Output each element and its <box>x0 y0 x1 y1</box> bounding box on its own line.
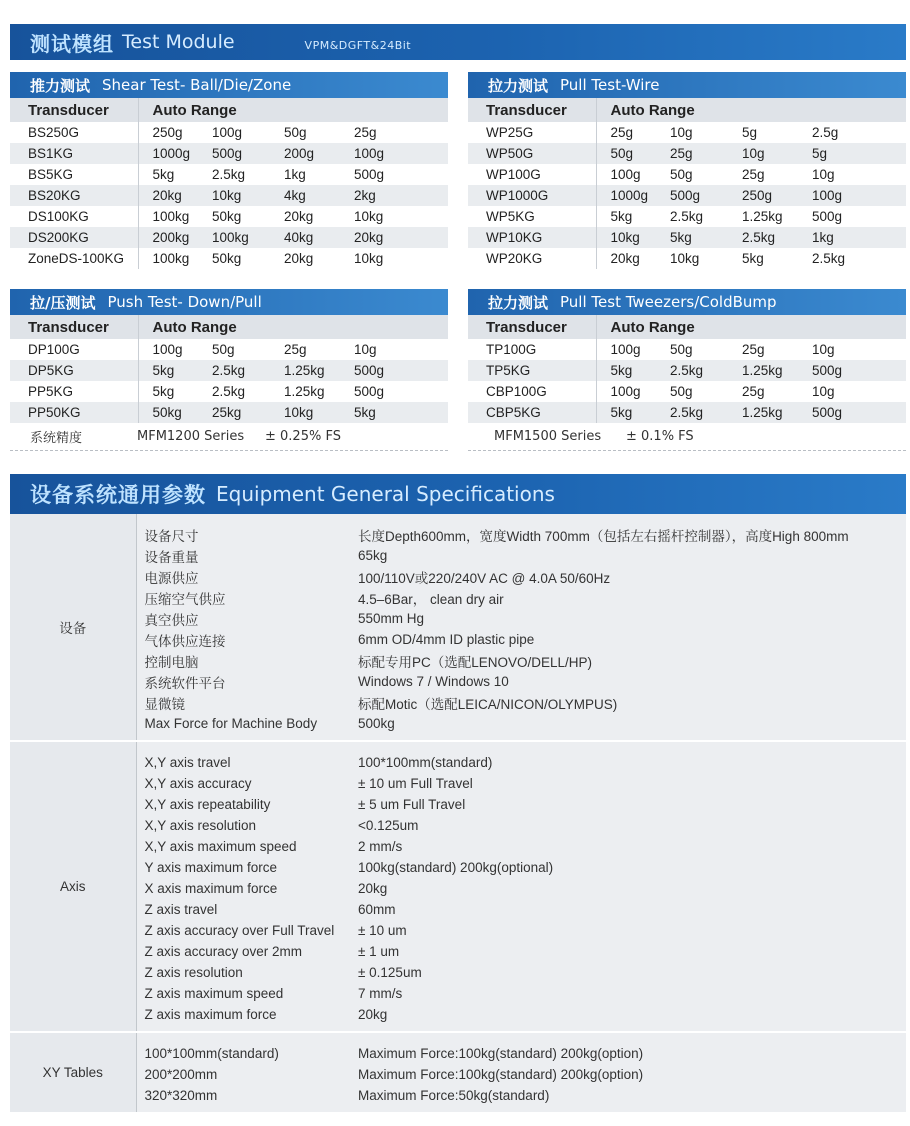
table-header-row <box>468 315 906 339</box>
transducer-header: Transducer <box>10 98 138 122</box>
pull-tweezers-title-cn: 拉力测试 <box>488 293 549 312</box>
spec-value: 65kg <box>358 545 906 566</box>
spec-category: Axis <box>10 742 136 1031</box>
transducer-cell: DP100G <box>10 339 138 360</box>
equipment-title-cn: 设备系统通用参数 <box>30 483 206 507</box>
range-cell: 5kg <box>354 402 448 423</box>
range-cell: 2.5kg <box>670 402 742 423</box>
transducer-cell: ZoneDS-100KG <box>10 248 138 269</box>
pull-tweezers-panel <box>468 289 906 451</box>
range-cell: 20kg <box>284 206 354 227</box>
table-row <box>468 360 906 381</box>
range-cell: 5kg <box>742 248 812 269</box>
transducer-cell: TP100G <box>468 339 596 360</box>
spec-row <box>10 629 906 650</box>
spec-value: <0.125um <box>358 815 906 836</box>
spec-value: 550mm Hg <box>358 608 906 629</box>
table-row <box>10 381 448 402</box>
pull-wire-panel <box>468 72 906 269</box>
transducer-cell: WP5KG <box>468 206 596 227</box>
table-header-row <box>10 98 448 122</box>
range-cell: 50kg <box>212 248 284 269</box>
range-cell: 100g <box>596 381 670 402</box>
auto-range-header: Auto Range <box>138 98 448 122</box>
precision-series: MFM1200 Series <box>137 429 245 444</box>
auto-range-header: Auto Range <box>596 98 906 122</box>
spec-row <box>10 514 906 545</box>
range-cell: 1kg <box>284 164 354 185</box>
spec-name: X,Y axis travel <box>136 742 358 773</box>
table-row <box>10 206 448 227</box>
table-header-row <box>468 98 906 122</box>
equipment-header <box>10 474 906 514</box>
table-row <box>468 402 906 423</box>
range-cell: 1kg <box>812 227 906 248</box>
range-cell: 5kg <box>138 164 212 185</box>
range-cell: 5kg <box>596 206 670 227</box>
range-cell: 100kg <box>138 248 212 269</box>
range-cell: 100g <box>812 185 906 206</box>
range-cell: 10kg <box>212 185 284 206</box>
transducer-cell: DS100KG <box>10 206 138 227</box>
push-test-title-en: Push Test- Down/Pull <box>107 293 262 311</box>
spec-category: 设备 <box>10 514 136 740</box>
range-cell: 25g <box>742 164 812 185</box>
table-row <box>10 227 448 248</box>
range-cell: 250g <box>742 185 812 206</box>
spec-value: 6mm OD/4mm ID plastic pipe <box>358 629 906 650</box>
shear-test-panel <box>10 72 448 269</box>
auto-range-header: Auto Range <box>138 315 448 339</box>
spec-row <box>10 878 906 899</box>
range-cell: 50kg <box>138 402 212 423</box>
spec-value: ± 10 um <box>358 920 906 941</box>
spec-row <box>10 920 906 941</box>
range-cell: 25g <box>284 339 354 360</box>
shear-test-title-en: Shear Test- Ball/Die/Zone <box>102 76 292 94</box>
table-row <box>468 381 906 402</box>
equipment-title-en: Equipment General Specifications <box>216 482 555 506</box>
shear-test-header <box>10 72 448 98</box>
spec-row <box>10 713 906 740</box>
spec-name: Max Force for Machine Body <box>136 713 358 740</box>
range-cell: 50g <box>670 339 742 360</box>
spec-value: 60mm <box>358 899 906 920</box>
spec-row <box>10 983 906 1004</box>
range-cell: 500g <box>212 143 284 164</box>
range-cell: 1.25kg <box>284 381 354 402</box>
transducer-cell: WP20KG <box>468 248 596 269</box>
range-cell: 25g <box>742 339 812 360</box>
range-cell: 40kg <box>284 227 354 248</box>
spec-row <box>10 566 906 587</box>
spec-value: 500kg <box>358 713 906 740</box>
range-cell: 5kg <box>138 381 212 402</box>
range-cell: 5g <box>812 143 906 164</box>
pull-tweezers-table <box>468 315 906 423</box>
spec-name: 真空供应 <box>136 608 358 629</box>
pull-wire-table <box>468 98 906 269</box>
range-cell: 2.5kg <box>212 381 284 402</box>
spec-name: Y axis maximum force <box>136 857 358 878</box>
transducer-cell: WP10KG <box>468 227 596 248</box>
transducer-cell: WP50G <box>468 143 596 164</box>
spec-name: X axis maximum force <box>136 878 358 899</box>
spec-row <box>10 608 906 629</box>
spec-value: Maximum Force:100kg(standard) 200kg(option) <box>358 1033 906 1064</box>
range-cell: 500g <box>354 360 448 381</box>
spec-value: Windows 7 / Windows 10 <box>358 671 906 692</box>
range-cell: 25kg <box>212 402 284 423</box>
range-cell: 50g <box>212 339 284 360</box>
range-cell: 50g <box>670 164 742 185</box>
range-cell: 10g <box>812 381 906 402</box>
spec-value: 长度Depth600mm，宽度Width 700mm（包括左右摇杆控制器），高度High 800mm <box>358 514 906 545</box>
spec-name: 320*320mm <box>136 1085 358 1112</box>
table-row <box>468 206 906 227</box>
spec-value: 20kg <box>358 878 906 899</box>
spec-value: ± 5 um Full Travel <box>358 794 906 815</box>
range-cell: 10kg <box>596 227 670 248</box>
table-row <box>468 122 906 143</box>
spec-name: Z axis maximum speed <box>136 983 358 1004</box>
test-module-title-en: Test Module <box>122 31 235 53</box>
range-cell: 50kg <box>212 206 284 227</box>
range-cell: 20kg <box>596 248 670 269</box>
spec-value: 标配专用PC（选配LENOVO/DELL/HP) <box>358 650 906 671</box>
table-row <box>10 360 448 381</box>
spec-name: 显微镜 <box>136 692 358 713</box>
push-test-header <box>10 289 448 315</box>
range-cell: 1000g <box>138 143 212 164</box>
spec-name: 控制电脑 <box>136 650 358 671</box>
range-cell: 25g <box>742 381 812 402</box>
equipment-spec-table <box>10 514 906 1112</box>
transducer-cell: WP25G <box>468 122 596 143</box>
pull-wire-title-cn: 拉力测试 <box>488 76 549 95</box>
range-cell: 2.5kg <box>212 164 284 185</box>
range-cell: 10g <box>354 339 448 360</box>
range-cell: 1.25kg <box>742 206 812 227</box>
range-cell: 20kg <box>354 227 448 248</box>
transducer-cell: BS1KG <box>10 143 138 164</box>
push-test-table <box>10 315 448 423</box>
range-cell: 100g <box>596 164 670 185</box>
transducer-cell: CBP5KG <box>468 402 596 423</box>
spec-value: ± 10 um Full Travel <box>358 773 906 794</box>
spec-name: 气体供应连接 <box>136 629 358 650</box>
spec-name: 设备重量 <box>136 545 358 566</box>
table-row <box>10 248 448 269</box>
range-cell: 250g <box>138 122 212 143</box>
range-cell: 1.25kg <box>742 360 812 381</box>
spec-name: X,Y axis resolution <box>136 815 358 836</box>
spec-name: Z axis accuracy over 2mm <box>136 941 358 962</box>
table-row <box>10 402 448 423</box>
test-module-subtitle: VPM&DGFT&24Bit <box>304 38 412 52</box>
spec-name: X,Y axis maximum speed <box>136 836 358 857</box>
range-cell: 5kg <box>138 360 212 381</box>
range-cell: 10g <box>742 143 812 164</box>
table-row <box>10 339 448 360</box>
push-test-title-cn: 拉/压测试 <box>30 293 96 312</box>
range-cell: 5g <box>742 122 812 143</box>
range-cell: 2.5kg <box>212 360 284 381</box>
spec-row <box>10 545 906 566</box>
spec-row <box>10 773 906 794</box>
spec-row <box>10 794 906 815</box>
push-precision-row <box>10 423 448 451</box>
spec-row <box>10 1033 906 1064</box>
range-cell: 10kg <box>354 248 448 269</box>
spec-value: ± 1 um <box>358 941 906 962</box>
transducer-cell: WP100G <box>468 164 596 185</box>
test-module-title-cn: 测试模组 <box>30 31 114 56</box>
range-cell: 2.5kg <box>670 360 742 381</box>
auto-range-header: Auto Range <box>596 315 906 339</box>
table-row <box>468 164 906 185</box>
spec-name: Z axis maximum force <box>136 1004 358 1031</box>
range-cell: 5kg <box>596 360 670 381</box>
range-cell: 2.5kg <box>812 248 906 269</box>
range-cell: 5kg <box>670 227 742 248</box>
spec-name: 压缩空气供应 <box>136 587 358 608</box>
spec-name: X,Y axis repeatability <box>136 794 358 815</box>
precision-label: 系统精度 <box>30 431 83 446</box>
spec-row <box>10 962 906 983</box>
range-cell: 4kg <box>284 185 354 206</box>
precision-series: MFM1500 Series <box>494 429 602 444</box>
spec-value: 20kg <box>358 1004 906 1031</box>
pull-tweezers-header <box>468 289 906 315</box>
range-cell: 2.5g <box>812 122 906 143</box>
spec-value: 2 mm/s <box>358 836 906 857</box>
spec-value: Maximum Force:50kg(standard) <box>358 1085 906 1112</box>
spec-value: 100*100mm(standard) <box>358 742 906 773</box>
spec-name: 系统软件平台 <box>136 671 358 692</box>
range-cell: 200kg <box>138 227 212 248</box>
spec-row <box>10 836 906 857</box>
range-cell: 10kg <box>670 248 742 269</box>
pull-wire-title-en: Pull Test-Wire <box>560 76 660 94</box>
range-cell: 20kg <box>284 248 354 269</box>
shear-test-table <box>10 98 448 269</box>
spec-value: 4.5–6Bar， clean dry air <box>358 587 906 608</box>
table-row <box>10 122 448 143</box>
range-cell: 50g <box>596 143 670 164</box>
range-cell: 500g <box>812 206 906 227</box>
range-cell: 100g <box>596 339 670 360</box>
spec-name: Z axis travel <box>136 899 358 920</box>
range-cell: 10g <box>812 164 906 185</box>
spec-value: ± 0.125um <box>358 962 906 983</box>
table-row <box>468 339 906 360</box>
range-cell: 2.5kg <box>670 206 742 227</box>
spec-row <box>10 899 906 920</box>
range-cell: 1.25kg <box>742 402 812 423</box>
spec-name: 设备尺寸 <box>136 514 358 545</box>
spec-row <box>10 1004 906 1031</box>
shear-test-title-cn: 推力测试 <box>30 76 91 95</box>
transducer-header: Transducer <box>468 98 596 122</box>
range-cell: 200g <box>284 143 354 164</box>
transducer-header: Transducer <box>10 315 138 339</box>
table-row <box>10 164 448 185</box>
spec-category: XY Tables <box>10 1033 136 1112</box>
spec-row <box>10 671 906 692</box>
range-cell: 500g <box>670 185 742 206</box>
spec-name: 电源供应 <box>136 566 358 587</box>
push-test-panel <box>10 289 448 451</box>
range-cell: 500g <box>812 402 906 423</box>
range-cell: 500g <box>812 360 906 381</box>
pull-tweezers-title-en: Pull Test Tweezers/ColdBump <box>560 293 777 311</box>
range-cell: 100kg <box>138 206 212 227</box>
range-cell: 500g <box>354 164 448 185</box>
spec-value: 100/110V或220/240V AC @ 4.0A 50/60Hz <box>358 566 906 587</box>
spec-name: 200*200mm <box>136 1064 358 1085</box>
range-cell: 50g <box>670 381 742 402</box>
spec-value: 标配Motic（选配LEICA/NICON/OLYMPUS) <box>358 692 906 713</box>
test-module-header <box>10 24 906 60</box>
transducer-cell: WP1000G <box>468 185 596 206</box>
range-cell: 100g <box>138 339 212 360</box>
range-cell: 2kg <box>354 185 448 206</box>
spec-name: Z axis accuracy over Full Travel <box>136 920 358 941</box>
table-header-row <box>10 315 448 339</box>
spec-row <box>10 941 906 962</box>
range-cell: 1.25kg <box>284 360 354 381</box>
transducer-cell: BS5KG <box>10 164 138 185</box>
table-row <box>10 143 448 164</box>
range-cell: 10g <box>670 122 742 143</box>
transducer-cell: DP5KG <box>10 360 138 381</box>
transducer-cell: BS250G <box>10 122 138 143</box>
range-cell: 20kg <box>138 185 212 206</box>
range-cell: 25g <box>354 122 448 143</box>
spec-value: Maximum Force:100kg(standard) 200kg(option) <box>358 1064 906 1085</box>
range-cell: 100g <box>212 122 284 143</box>
range-cell: 100kg <box>212 227 284 248</box>
pull-wire-header <box>468 72 906 98</box>
spec-row <box>10 815 906 836</box>
spec-row <box>10 742 906 773</box>
range-cell: 50g <box>284 122 354 143</box>
range-cell: 25g <box>670 143 742 164</box>
table-row <box>468 248 906 269</box>
spec-row <box>10 857 906 878</box>
precision-value: ± 0.1% FS <box>626 429 694 444</box>
spec-row <box>10 587 906 608</box>
spec-value: 100kg(standard) 200kg(optional) <box>358 857 906 878</box>
spec-name: X,Y axis accuracy <box>136 773 358 794</box>
range-cell: 2.5kg <box>742 227 812 248</box>
transducer-cell: TP5KG <box>468 360 596 381</box>
range-cell: 10kg <box>354 206 448 227</box>
table-row <box>10 185 448 206</box>
spec-row <box>10 1085 906 1112</box>
range-cell: 25g <box>596 122 670 143</box>
range-cell: 500g <box>354 381 448 402</box>
precision-value: ± 0.25% FS <box>265 429 341 444</box>
spec-row <box>10 1064 906 1085</box>
range-cell: 5kg <box>596 402 670 423</box>
transducer-cell: BS20KG <box>10 185 138 206</box>
range-cell: 10kg <box>284 402 354 423</box>
spec-name: 100*100mm(standard) <box>136 1033 358 1064</box>
transducer-cell: CBP100G <box>468 381 596 402</box>
spec-value: 7 mm/s <box>358 983 906 1004</box>
transducer-cell: PP5KG <box>10 381 138 402</box>
table-row <box>468 185 906 206</box>
spec-row <box>10 650 906 671</box>
spec-name: Z axis resolution <box>136 962 358 983</box>
table-row <box>468 143 906 164</box>
range-cell: 100g <box>354 143 448 164</box>
spec-row <box>10 692 906 713</box>
transducer-cell: DS200KG <box>10 227 138 248</box>
range-cell: 1000g <box>596 185 670 206</box>
table-row <box>468 227 906 248</box>
transducer-header: Transducer <box>468 315 596 339</box>
range-cell: 10g <box>812 339 906 360</box>
tweezers-precision-row <box>468 423 906 451</box>
transducer-cell: PP50KG <box>10 402 138 423</box>
